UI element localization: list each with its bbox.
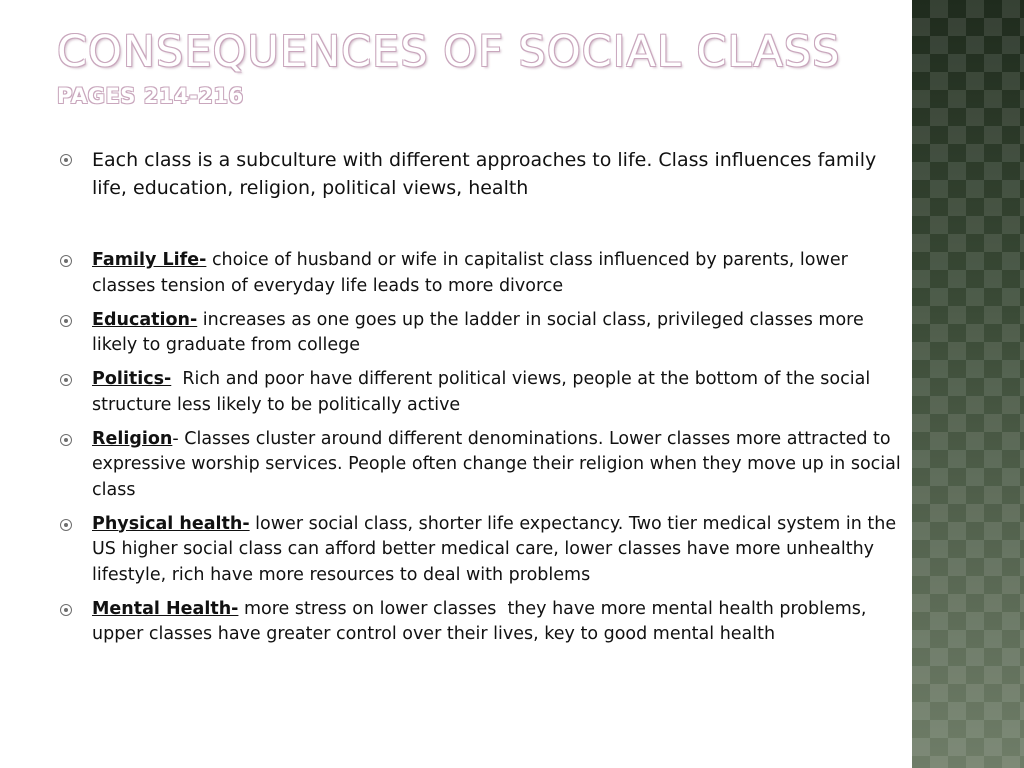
bullet-text: increases as one goes up the ladder in social class, privileged classes more likely to graduate from college — [92, 309, 864, 355]
bullet-term: Physical health- — [92, 513, 250, 534]
slide-subtitle: PAGES 214-216 — [57, 84, 244, 108]
lead-bullet — [60, 146, 904, 202]
bullet-text: choice of husband or wife in capitalist class influenced by parents, lower classes tension of everyday life leads to more divorce — [92, 250, 848, 296]
lead-text: Each class is a subculture with different approaches to life. Class influences family life, education, religion, political views, health — [92, 149, 877, 199]
bullet-family-life — [60, 248, 904, 299]
bullet-icon — [60, 255, 72, 267]
slide-title: CONSEQUENCES OF SOCIAL CLASS — [57, 27, 841, 77]
slide-content — [60, 146, 904, 656]
bullet-text: more stress on lower classes they have more mental health problems, upper classes have greater control over their lives, key to good mental health — [92, 598, 873, 644]
bullet-icon — [60, 154, 72, 166]
bullet-icon — [60, 604, 72, 616]
bullet-religion — [60, 427, 904, 504]
bullet-term: Education- — [92, 309, 198, 330]
bullet-term: Politics- — [92, 369, 172, 389]
bullet-physical-health — [60, 512, 904, 589]
bullet-icon — [60, 315, 72, 327]
bullet-term: Family Life- — [92, 250, 207, 270]
bullet-icon — [60, 374, 72, 386]
bullet-politics — [60, 367, 904, 418]
bullet-text: Rich and poor have different political views, people at the bottom of the social structure less likely to be politically active — [92, 369, 876, 415]
bullet-icon — [60, 519, 72, 531]
decorative-side-band — [912, 0, 1024, 768]
bullet-education — [60, 308, 904, 359]
bullet-text: lower social class, shorter life expectancy. Two tier medical system in the US higher social class can afford better medical care, lower classes have more unhealthy lifestyle, rich have more resources to deal with problems — [92, 513, 897, 585]
bullet-term: Religion — [92, 428, 173, 449]
bullet-text: - Classes cluster around different denominations. Lower classes more attracted to expressive worship services. People often change their religion when they move up in social class — [92, 428, 901, 500]
bullet-icon — [60, 434, 72, 446]
bullet-mental-health — [60, 597, 904, 648]
bullet-term: Mental Health- — [92, 598, 239, 619]
